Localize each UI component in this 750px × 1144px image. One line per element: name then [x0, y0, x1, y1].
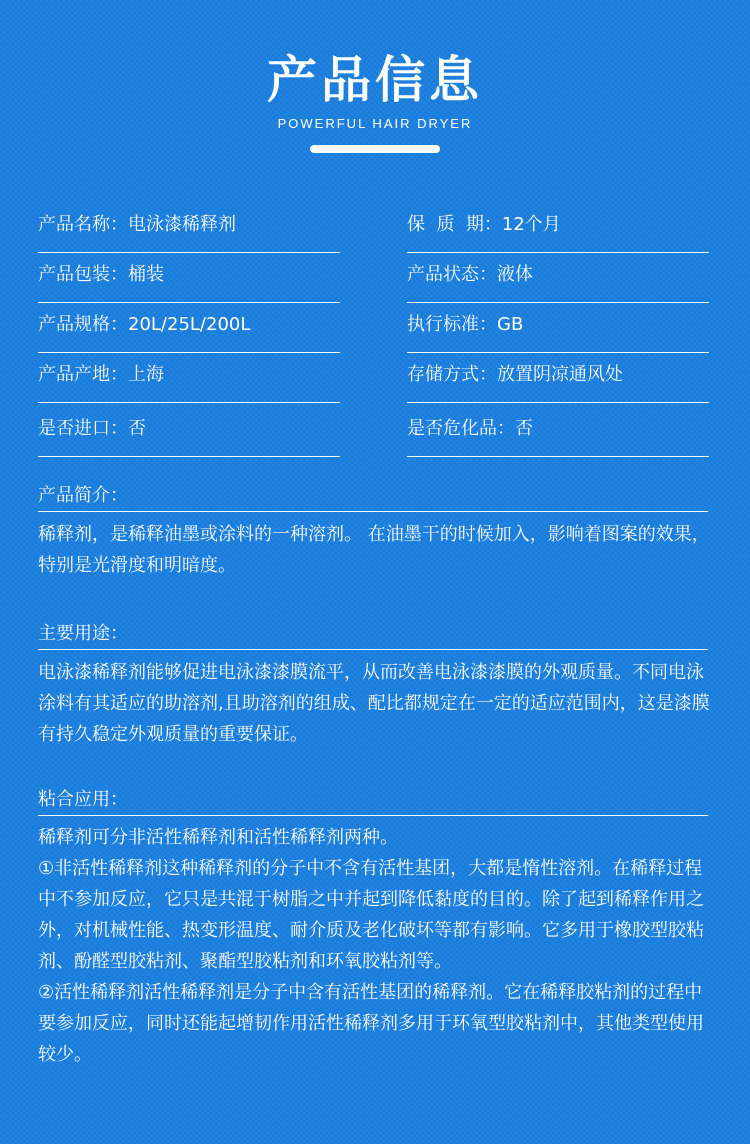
page-subtitle: POWERFUL HAIR DRYER: [277, 116, 473, 131]
info-label: 产品包装：: [38, 264, 128, 285]
info-label: 产品状态：: [407, 264, 497, 285]
info-label: 产品规格：: [38, 314, 128, 335]
info-value: 桶装: [128, 264, 164, 285]
info-row-origin: [38, 360, 340, 403]
info-row-storage: [407, 360, 709, 403]
info-label: 执行标准：: [407, 314, 497, 335]
info-label: 是否进口：: [38, 418, 128, 439]
application-paragraph: ①非活性稀释剂这种稀释剂的分子中不含有活性基团，大都是惰性溶剂。在稀释过程中不参加反应，它只是共混于树脂之中并起到降低黏度的目的。除了起到稀释作用之外，对机械性能、热变形温度、耐介质及老化破坏等都有影响。它多用于橡胶型胶粘剂、酚醛型胶粘剂、聚酯型胶粘剂和环氧胶粘剂等。: [38, 858, 704, 972]
info-value: 放置阴凉通风处: [497, 364, 623, 385]
section-heading-usage: 主要用途：: [38, 621, 708, 650]
application-paragraph: 稀释剂可分非活性稀释剂和活性稀释剂两种。: [38, 827, 398, 848]
info-row-packaging: [38, 260, 340, 303]
usage-text: 电泳漆稀释剂能够促进电泳漆漆膜流平，从而改善电泳漆漆膜的外观质量。不同电泳涂料有其适应的助溶剂,且助溶剂的组成、配比都规定在一定的适应范围内，这是漆膜有持久稳定外观质量的重要保证。: [38, 662, 710, 745]
info-label: 是否危化品：: [407, 418, 515, 439]
info-row-imported: [38, 414, 340, 457]
section-heading-intro: 产品简介：: [38, 483, 708, 512]
info-value: 12个月: [501, 214, 561, 235]
info-value: 电泳漆稀释剂: [128, 214, 236, 235]
title-underline-bar: [310, 145, 440, 153]
info-value: 液体: [497, 264, 533, 285]
intro-text: 稀释剂，是稀释油墨或涂料的一种溶剂。 在油墨干的时候加入，影响着图案的效果，特别是光滑度和明暗度。: [38, 524, 710, 576]
info-label: 存储方式：: [407, 364, 497, 385]
info-row-shelf-life: [407, 210, 709, 253]
page-title: 产品信息: [267, 51, 483, 109]
info-value: 20L/25L/200L: [128, 314, 251, 335]
info-label: 保 质 期：: [407, 214, 502, 235]
info-label: 产品产地：: [38, 364, 128, 385]
info-row-specification: [38, 310, 340, 353]
application-paragraph: ②活性稀释剂活性稀释剂是分子中含有活性基团的稀释剂。它在稀释胶粘剂的过程中要参加反应，同时还能起增韧作用活性稀释剂多用于环氧型胶粘剂中，其他类型使用较少。: [38, 982, 704, 1065]
section-heading-application: 粘合应用：: [38, 787, 708, 816]
info-value: 否: [128, 418, 146, 439]
info-row-standard: [407, 310, 709, 353]
info-label: 产品名称：: [38, 214, 128, 235]
application-text: [38, 822, 714, 1070]
header: [0, 0, 750, 170]
info-row-product-name: [38, 210, 340, 253]
info-value: 否: [515, 418, 533, 439]
info-value: 上海: [128, 364, 164, 385]
info-value: GB: [497, 314, 524, 335]
info-row-state: [407, 260, 709, 303]
info-row-hazardous: [407, 414, 709, 457]
